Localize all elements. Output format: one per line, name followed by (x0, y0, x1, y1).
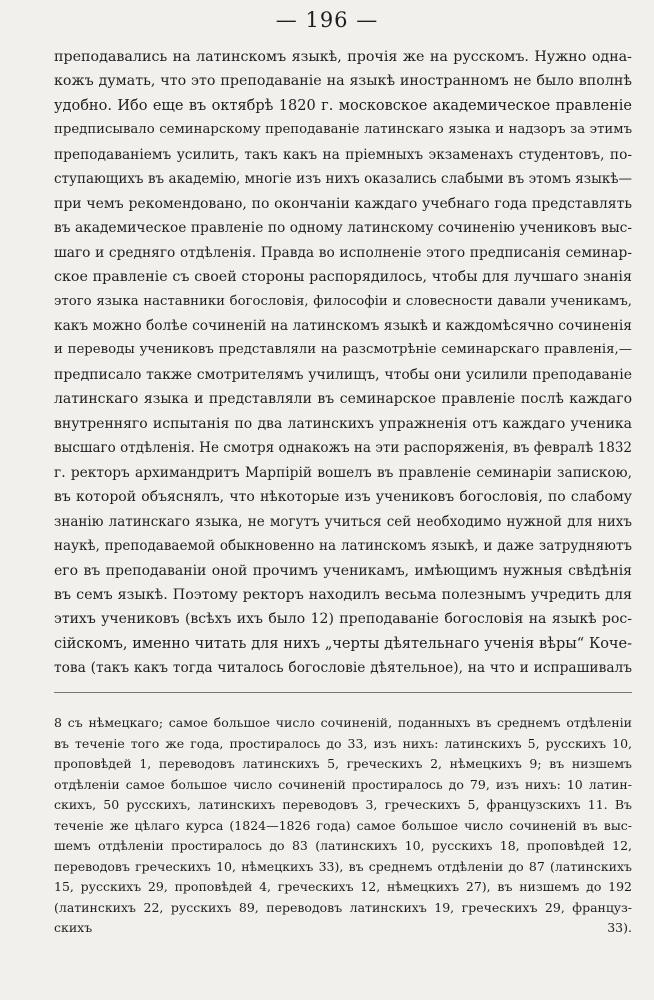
text-line: его въ преподаваніи оной прочимъ ученикамъ, имѣющимъ нужныя свѣдѣнія (54, 562, 632, 579)
text-line: удобно. Ибо еще въ октябрѣ 1820 г. московское академическое правленіе (54, 97, 632, 114)
text-line: преподавались на латинскомъ языкѣ, прочія же на русскомъ. Нужно однa- (54, 49, 632, 65)
text-line: г. ректоръ архимандритъ Марпірій вошелъ въ правленіе семинаріи запискою, (54, 464, 632, 481)
footnote-line: шемъ отдѣленіи простиралось до 83 (латинскихъ 10, русскихъ 18, проповѣдей 12, (54, 838, 632, 853)
page-number: — 196 — (275, 8, 379, 32)
footnote-line: скихъ, 50 русскихъ, латинскихъ переводовъ 3, греческихъ 5, французскихъ 11. Въ (54, 797, 632, 812)
text-line: высшаго отдѣленія. Не смотря однакожъ на эти распоряженія, въ февралѣ 1832 (54, 440, 632, 457)
footnote-line: 15, русскихъ 29, проповѣдей 4, греческихъ 12, нѣмецкихъ 27), въ низшемъ до 192 (54, 879, 632, 894)
footnote-line: переводовъ греческихъ 10, нѣмецкихъ 33), въ среднемъ отдѣленіи до 87 (латинскихъ (54, 858, 632, 874)
text-line: ское правленіе съ своей стороны распорядилось, чтобы для лучшаго знанія (54, 269, 632, 286)
footnote-line: въ теченіе того же года, простиралось до 33, изъ нихъ: латинскихъ 5, русскихъ 10, (54, 735, 632, 751)
text-line: това (такъ какъ тогда читалось богословіе дѣятельное), на что и испрашивалъ (54, 660, 632, 677)
footnote-separator (54, 692, 632, 693)
text-line: при чемъ рекомендовано, по окончаніи каждаго учебнаго года представлять (54, 195, 632, 212)
text-line: сійскомъ, именно читать для нихъ „черты дѣятельнаго ученія вѣры“ Кочe- (54, 635, 632, 652)
text-line: кожъ думать, что это преподаваніе на языкѣ иностранномъ не было вполнѣ (54, 73, 632, 90)
text-line: предписывало семинарскому преподаваніе латинскаго языка и надзоръ за этимъ (54, 122, 632, 138)
text-line: въ академическое правленіе по одному латинскому сочиненію учениковъ выс- (54, 220, 632, 237)
text-line: въ семъ языкѣ. Поэтому ректоръ находилъ весьма полезнымъ учредить для (54, 586, 632, 603)
text-line: наукѣ, преподаваемой обыкновенно на латинскомъ языкѣ, и даже затрудняютъ (54, 538, 632, 555)
text-line: внутренняго испытанія по два латинскихъ упражненія отъ каждаго ученика (54, 415, 632, 432)
footnote-line: (латинскихъ 22, русскихъ 89, переводовъ латинскихъ 19, греческихъ 29, францyз- (54, 899, 632, 915)
footnote-text (54, 713, 632, 939)
footnote-line: 8 съ нѣмецкаго; самое большое число сочиненій, поданныхъ въ среднемъ отдѣленіи (54, 715, 632, 730)
footnote-line: скихъ 33). (54, 920, 632, 935)
text-line: преподаваніемъ усилить, такъ какъ на пріемныхъ экзаменахъ студентовъ, по- (54, 146, 632, 163)
text-line: въ которой объяснялъ, что нѣкоторые изъ учениковъ богословія, по слабому (54, 489, 632, 506)
main-text (54, 45, 632, 681)
text-line: шаго и средняго отдѣленія. Правда во исполненіе этого предписанія семинар- (54, 244, 632, 261)
text-line: знанію латинскаго языка, не могутъ учиться сей необходимо нужной для нихъ (54, 513, 632, 530)
footnote-line: отдѣленіи самое большое число сочиненій простиралось до 79, изъ нихъ: 10 латин- (54, 776, 632, 792)
text-line: какъ можно болѣе сочиненій на латинскомъ языкѣ и каждомѣсячно сочиненія (54, 317, 632, 334)
text-line: и переводы учениковъ представляли на разсмотрѣніе семинарскаго правленія,— (54, 342, 632, 358)
text-line: этихъ учениковъ (всѣхъ ихъ было 12) преподаваніе богословія на языкѣ рос- (54, 611, 632, 628)
text-line: предписало также смотрителямъ училищъ, чтобы они усилили преподаваніе (54, 366, 632, 383)
footnote-line: проповѣдей 1, переводовъ латинскихъ 5, греческихъ 2, нѣмецкихъ 9; въ низшемъ (54, 756, 632, 771)
text-line: латинскаго языка и представляли въ семинарское правленіе послѣ каждаго (54, 391, 632, 408)
footnote-line: теченіе же цѣлаго курса (1824—1826 года) самое большое число сочиненій въ выс- (54, 817, 632, 833)
text-line: ступающихъ въ академію, многіе изъ нихъ оказались слабыми въ этомъ языкѣ— (54, 171, 632, 188)
text-line: этого языка наставники богословія, философіи и словесности давали ученикамъ, (54, 293, 632, 309)
